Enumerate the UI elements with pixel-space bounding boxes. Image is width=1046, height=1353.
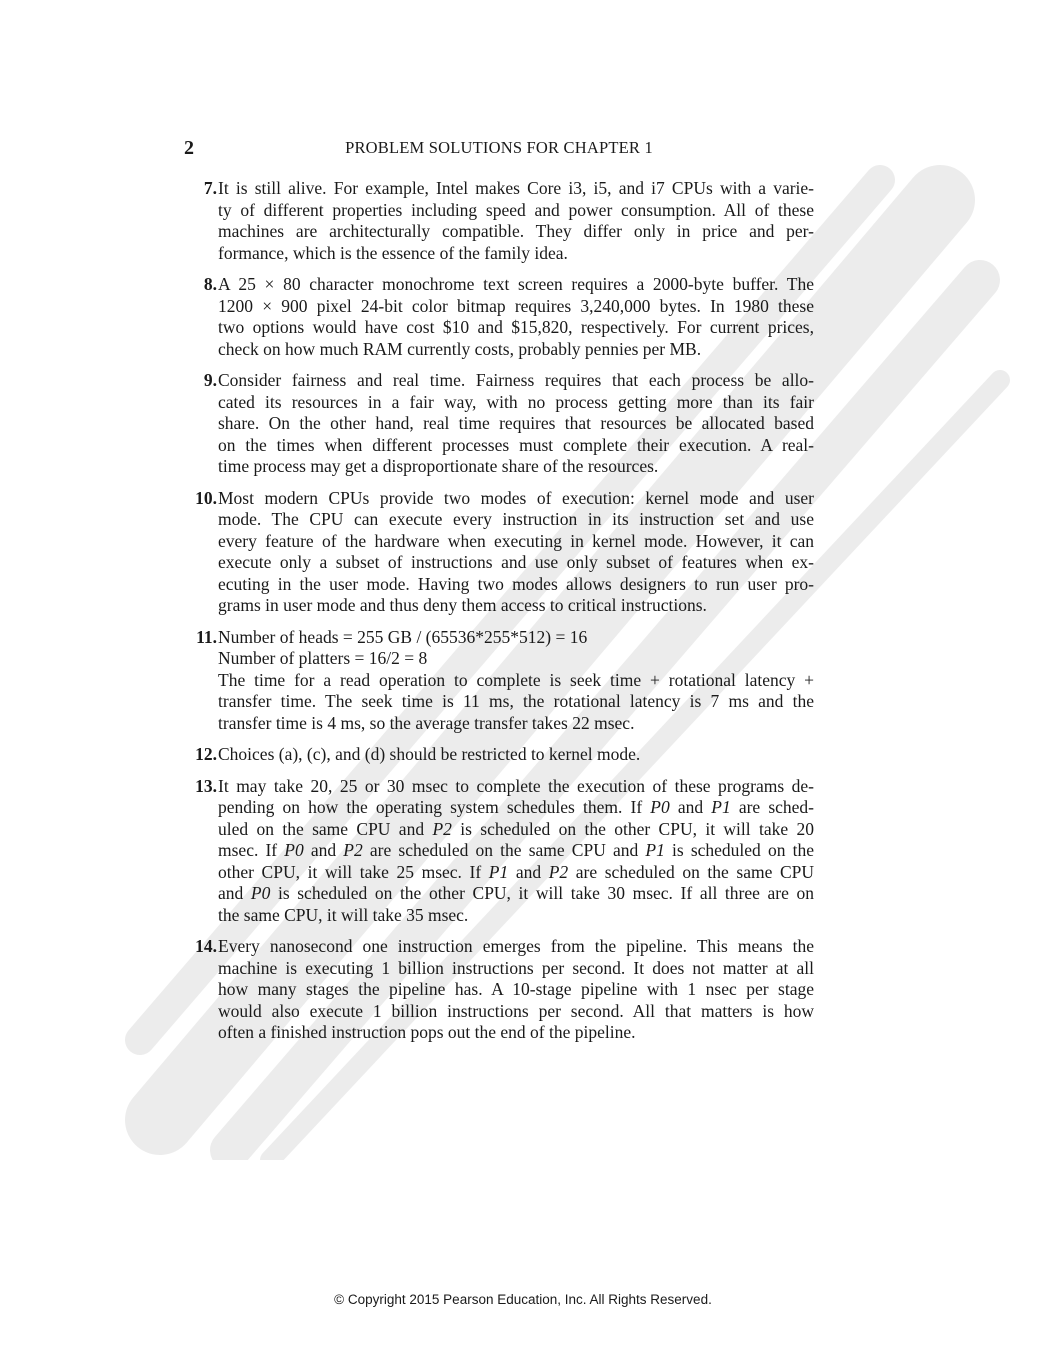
text-line: Most modern CPUs provide two modes of execution: kernel mode and user	[218, 487, 814, 508]
text-line: formance, which is the essence of the family idea.	[218, 242, 568, 263]
solution-number: 13.	[195, 775, 217, 796]
solution-item	[183, 936, 814, 1044]
solution-number: 7.	[203, 178, 217, 198]
page-number: 2	[184, 137, 194, 159]
text-line: uled on the same CPU and P2 is scheduled on the other CPU, it will take 20	[218, 818, 815, 839]
text-line: Choices (a), (c), and (d) should be restricted to kernel mode.	[218, 744, 641, 764]
text-line: the same CPU, it will take 35 msec.	[218, 904, 469, 925]
text-line: ecuting in the user mode. Having two modes allows designers to run user pro-	[218, 573, 814, 594]
text-line: often a finished instruction pops out the end of the pipeline.	[218, 1022, 636, 1042]
running-title: PROBLEM SOLUTIONS FOR CHAPTER 1	[345, 138, 653, 157]
text-line: machines are architecturally compatible. They differ only in price and per-	[218, 221, 814, 241]
text-line: other CPU, it will take 25 msec. If P1 and P2 are scheduled on the same CPU	[218, 861, 814, 882]
solution-item	[183, 178, 814, 264]
copyright-footer: © Copyright 2015 Pearson Education, Inc. All Rights Reserved.	[334, 1292, 712, 1307]
text-line: The time for a read operation to complete is seek time + rotational latency +	[218, 669, 814, 690]
text-line: time process may get a disproportionate share of the resources.	[218, 456, 659, 476]
solution-item	[183, 274, 814, 360]
solution-number: 10.	[195, 487, 217, 508]
solution-number: 14.	[195, 936, 217, 956]
text-line: Every nanosecond one instruction emerges from the pipeline. This means the	[218, 936, 814, 956]
solution-text	[218, 178, 814, 264]
text-line: every feature of the hardware when executing in kernel mode. However, it can	[218, 530, 814, 551]
solutions-list	[183, 178, 814, 1054]
text-line: Number of heads = 255 GB / (65536*255*512) = 16	[218, 626, 588, 647]
solution-number: 8.	[203, 274, 217, 294]
solution-item	[183, 627, 814, 735]
text-line: grams in user mode and thus deny them access to critical instructions.	[218, 595, 707, 615]
text-line: execute only a subset of instructions and use only subset of features when ex-	[218, 552, 814, 572]
text-line: check on how much RAM currently costs, probably pennies per MB.	[218, 338, 702, 359]
text-line: Number of platters = 16/2 = 8	[218, 648, 428, 668]
text-line: on the times when different processes must complete their execution. A real-	[218, 434, 814, 455]
solution-item	[183, 744, 814, 766]
solution-text	[218, 274, 814, 360]
solution-text	[218, 627, 814, 735]
text-line: It may take 20, 25 or 30 msec to complete the execution of these programs de-	[218, 775, 814, 796]
solution-item	[183, 776, 814, 927]
solution-item	[183, 488, 814, 617]
text-line: 1200 × 900 pixel 24-bit color bitmap requires 3,240,000 bytes. In 1980 these	[218, 295, 814, 316]
solution-text	[218, 370, 814, 478]
text-line: would also execute 1 billion instructions per second. All that matters is how	[218, 1000, 814, 1021]
text-line: transfer time. The seek time is 11 ms, the rotational latency is 7 ms and the	[218, 691, 814, 711]
page-header	[184, 136, 814, 160]
solution-number: 12.	[195, 744, 217, 764]
text-line: pending on how the operating system schedules them. If P0 and P1 are sched-	[218, 797, 814, 817]
text-line: ty of different properties including speed and power consumption. All of these	[218, 199, 814, 220]
solution-text	[218, 744, 814, 766]
solution-number: 9.	[203, 370, 217, 390]
text-line: machine is executing 1 billion instructions per second. It does not matter at all	[218, 957, 814, 978]
solution-text	[218, 776, 814, 927]
text-line: It is still alive. For example, Intel makes Core i3, i5, and i7 CPUs with a varie-	[218, 178, 814, 198]
solution-number: 11.	[196, 626, 217, 647]
solution-text	[218, 936, 814, 1044]
text-line: and P0 is scheduled on the other CPU, it will take 30 msec. If all three are on	[218, 883, 814, 903]
text-line: transfer time is 4 ms, so the average transfer takes 22 msec.	[218, 712, 635, 733]
text-line: A 25 × 80 character monochrome text screen requires a 2000-byte buffer. The	[218, 274, 814, 294]
solution-text	[218, 488, 814, 617]
solution-item	[183, 370, 814, 478]
text-line: cated its resources in a fair way, with no process getting more than its fair	[218, 391, 814, 412]
text-line: share. On the other hand, real time requires that resources be allocated based	[218, 413, 814, 433]
text-line: mode. The CPU can execute every instruction in its instruction set and use	[218, 509, 814, 529]
text-line: how many stages the pipeline has. A 10-stage pipeline with 1 nsec per stage	[218, 979, 814, 999]
text-line: two options would have cost $10 and $15,820, respectively. For current prices,	[218, 317, 814, 337]
text-line: msec. If P0 and P2 are scheduled on the same CPU and P1 is scheduled on the	[218, 840, 814, 860]
text-line: Consider fairness and real time. Fairness requires that each process be allo-	[218, 370, 814, 390]
